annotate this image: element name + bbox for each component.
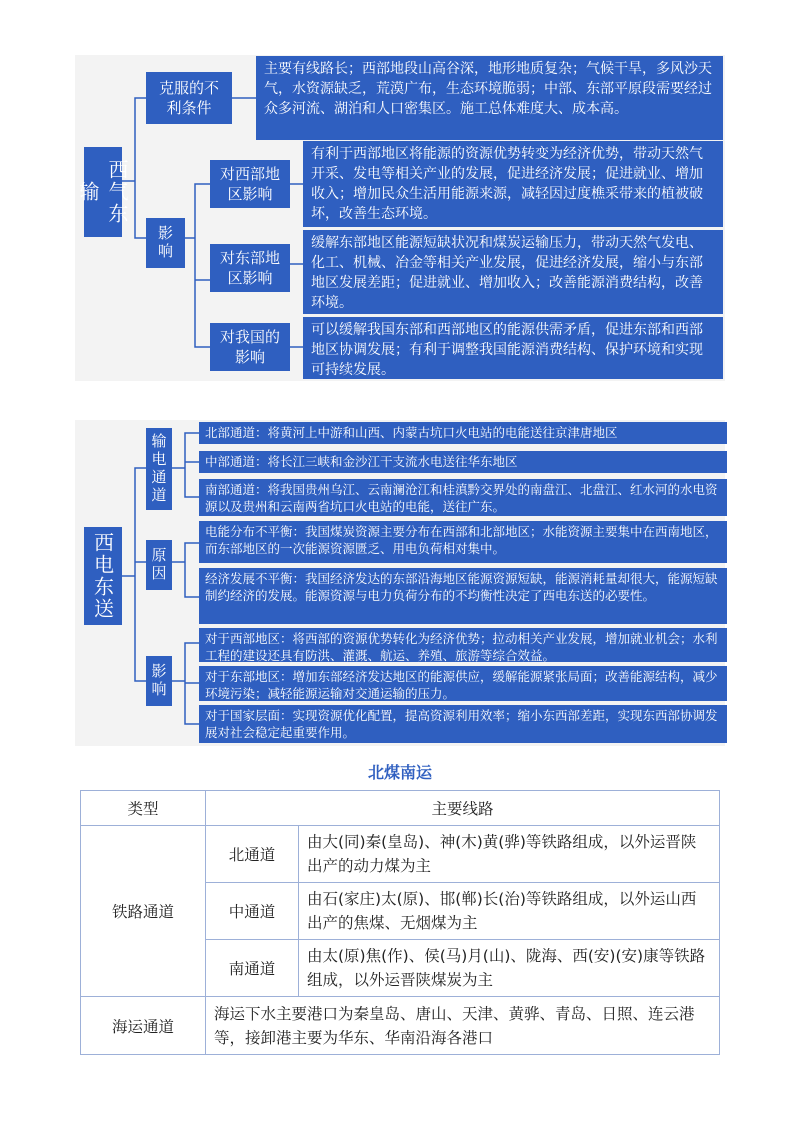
leaf-impact-east: 缓解东部地区能源短缺状况和煤炭运输压力，带动天然气发电、化工、机械、冶金等相关产业发展，促进经济发展，缩小与东部地区发展差距；促进就业、增加收入；改善能源消费结构，改善环境。 (303, 230, 723, 314)
node-impact-china: 对我国的影响 (210, 323, 290, 371)
mindmap-root-xidiandongsong: 西电东送 (84, 527, 122, 625)
table-row (81, 997, 720, 1055)
leaf-unfavorable-conditions: 主要有线路长；西部地段山高谷深，地形地质复杂；气候干旱，多风沙天气，水资源缺乏，荒漠广布，生态环境脆弱；中部、东部平原段需要经过众多河流、湖泊和人口密集区。施工总体难度大、成本高。 (256, 56, 723, 140)
leaf-reason-economy: 经济发展不平衡：我国经济发达的东部沿海地区能源资源短缺，能源消耗量却很大，能源短缺制约经济的发展。能源资源与电力负荷分布的不均衡性决定了西电东送的必要性。 (199, 568, 727, 624)
header-type: 类型 (81, 791, 206, 826)
route-text: 由石(家庄)太(原)、邯(郸)长(治)等铁路组成，以外运山西出产的焦煤、无烟煤为主 (299, 883, 720, 940)
leaf-impact-west: 有利于西部地区将能源的资源优势转变为经济优势，带动天然气开采、发电等相关产业的发展，促进经济发展；促进就业、增加收入；增加民众生活用能源来源，减轻因过度樵采带来的植被破坏，改善生态环境。 (303, 141, 723, 227)
node-impact-west: 对西部地区影响 (210, 160, 290, 208)
route-name: 中通道 (206, 883, 299, 940)
node-unfavorable-conditions: 克服的不利条件 (146, 72, 232, 124)
table-row (81, 826, 720, 883)
leaf-impact-national: 对于国家层面：实现资源优化配置，提高资源利用效率；缩小东西部差距，实现东西部协调发展对社会稳定起重要作用。 (199, 705, 727, 743)
leaf-reason-energy: 电能分布不平衡：我国煤炭资源主要分布在西部和北部地区；水能资源主要集中在西南地区，而东部地区的一次能源资源匮乏、用电负荷相对集中。 (199, 521, 727, 563)
node-transmission-channels: 输电通道 (146, 428, 172, 510)
node-impact-1: 影响 (146, 218, 185, 268)
leaf-impact-china: 可以缓解我国东部和西部地区的能源供需矛盾，促进东部和西部地区协调发展；有利于调整我国能源消费结构、保护环境和实现可持续发展。 (303, 317, 723, 379)
route-text: 由大(同)秦(皇岛)、神(木)黄(骅)等铁路组成，以外运晋陕出产的动力煤为主 (299, 826, 720, 883)
route-name: 北通道 (206, 826, 299, 883)
node-reasons: 原因 (146, 540, 172, 590)
header-main-routes: 主要线路 (206, 791, 720, 826)
rail-label: 铁路通道 (81, 826, 206, 997)
route-text: 由太(原)焦(作)、侯(马)月(山)、陇海、西(安)(安)康等铁路组成，以外运晋陕煤炭为主 (299, 940, 720, 997)
route-name: 南通道 (206, 940, 299, 997)
leaf-channel-north: 北部通道：将黄河上中游和山西、内蒙古坑口火电站的电能送往京津唐地区 (199, 422, 727, 444)
table-title: 北煤南运 (367, 763, 432, 782)
mindmap-root-xiqidongshu: 西气东输 (84, 147, 122, 237)
leaf-channel-south: 南部通道：将我国贵州乌江、云南澜沧江和桂滇黔交界处的南盘江、北盘江、红水河的水电资源以及贵州和云南两省坑口火电站的电能，送往广东。 (199, 479, 727, 516)
leaf-channel-middle: 中部通道：将长江三峡和金沙江干支流水电送往华东地区 (199, 451, 727, 473)
leaf-impact-east-2: 对于东部地区：增加东部经济发达地区的能源供应，缓解能源紧张局面；改善能源结构，减少环境污染；减轻能源运输对交通运输的压力。 (199, 666, 727, 701)
sea-text: 海运下水主要港口为秦皇岛、唐山、天津、黄骅、青岛、日照、连云港等，接卸港主要为华东、华南沿海各港口 (206, 997, 720, 1055)
leaf-impact-west-2: 对于西部地区：将西部的资源优势转化为经济优势；拉动相关产业发展，增加就业机会；水利工程的建设还具有防洪、灌溉、航运、养殖、旅游等综合效益。 (199, 628, 727, 662)
table-header-row (81, 791, 720, 826)
node-impact-2: 影响 (146, 656, 172, 706)
coal-transport-table (80, 790, 720, 1055)
node-impact-east: 对东部地区影响 (210, 244, 290, 292)
sea-label: 海运通道 (81, 997, 206, 1055)
